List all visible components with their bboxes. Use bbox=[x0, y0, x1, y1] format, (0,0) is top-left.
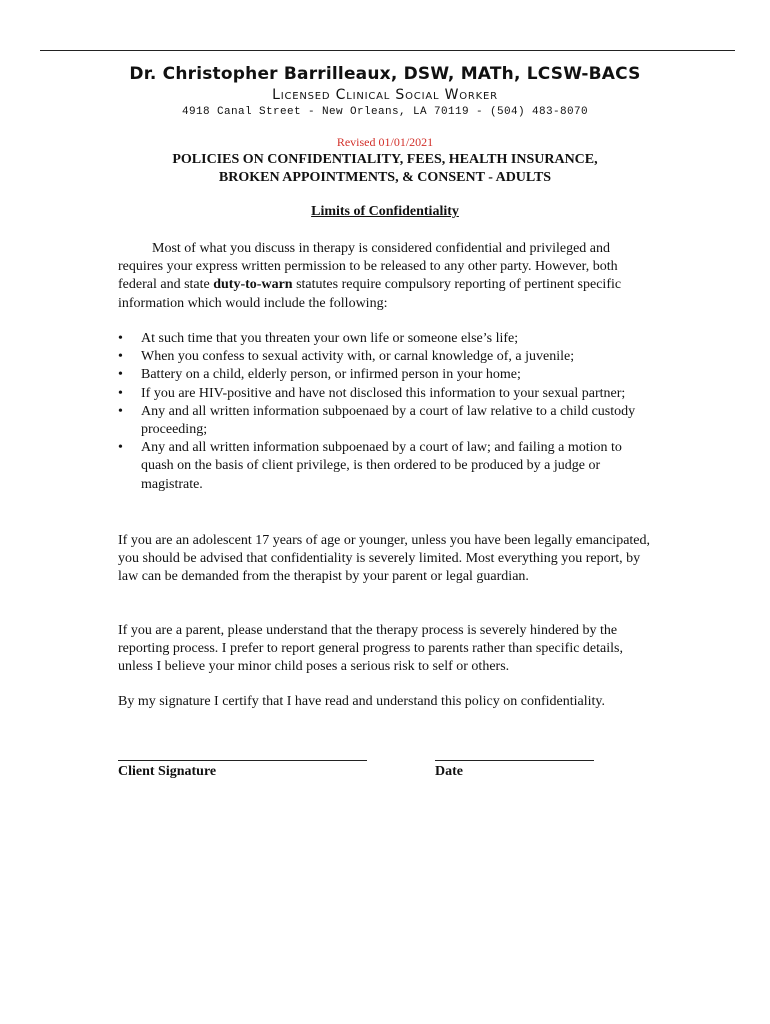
list-item bbox=[118, 330, 658, 348]
parent-paragraph: If you are a parent, please understand that the therapy process is severely hindered by the reporting process. I prefer to report general progress to parents rather than specific details, unless I believe your minor child poses a serious risk to self or others. bbox=[118, 623, 623, 675]
list-item bbox=[118, 348, 658, 366]
list-item bbox=[118, 403, 658, 439]
top-divider bbox=[40, 50, 735, 51]
list-item bbox=[118, 385, 658, 403]
heading-line-2: BROKEN APPOINTMENTS, & CONSENT - ADULTS bbox=[218, 170, 552, 185]
certification-paragraph: By my signature I certify that I have read and understand this policy on confidentiality. bbox=[118, 694, 606, 709]
client-signature-label: Client Signature bbox=[118, 764, 217, 779]
intro-text-part-2: statutes require compulsory reporting of pertinent specific information which would include the following: bbox=[118, 277, 622, 311]
intro-text-part-1: Most of what you discuss in therapy is considered confidential and privileged and requires your express written permission to be released to any other party. However, both federal and state bbox=[118, 241, 618, 293]
adolescent-paragraph: If you are an adolescent 17 years of age or younger, unless you have been legally emancipated, you should be advised that confidentiality is severely limited. Most everything you report, by law can be demanded from the therapist by your parent or legal guardian. bbox=[118, 533, 651, 585]
client-signature-line[interactable] bbox=[118, 760, 367, 761]
letterhead bbox=[0, 64, 770, 118]
practice-address: 4918 Canal Street - New Orleans, LA 70119 - (504) 483-8070 bbox=[181, 106, 589, 118]
bullet-icon: • bbox=[118, 385, 123, 401]
list-item-text: Any and all written information subpoenaed by a court of law; and failing a motion to quash on the basis of client privilege, is then ordered to be produced by a judge or magistrate. bbox=[141, 440, 622, 492]
reporting-exceptions-list bbox=[118, 330, 658, 494]
practitioner-title: Licensed Clinical Social Worker bbox=[272, 87, 498, 103]
list-item-text: If you are HIV-positive and have not disclosed this information to your sexual partner; bbox=[141, 385, 626, 401]
duty-to-warn-term: duty-to-warn bbox=[213, 277, 293, 293]
list-item bbox=[118, 366, 658, 384]
bullet-icon: • bbox=[118, 403, 123, 419]
bullet-icon: • bbox=[118, 331, 123, 346]
list-item-text: Any and all written information subpoenaed by a court of law relative to a child custody proceeding; bbox=[141, 403, 636, 438]
revised-date: Revised 01/01/2021 bbox=[336, 135, 434, 149]
confidentiality-intro-paragraph bbox=[118, 240, 658, 313]
list-item-text: When you confess to sexual activity with, or carnal knowledge of, a juvenile; bbox=[141, 349, 575, 365]
list-item-text: At such time that you threaten your own life or someone else’s life; bbox=[141, 331, 519, 346]
practitioner-name: Dr. Christopher Barrilleaux, DSW, MATh, LCSW-BACS bbox=[129, 64, 641, 84]
list-item-text: Battery on a child, elderly person, or infirmed person in your home; bbox=[141, 367, 521, 383]
section-title: Limits of Confidentiality bbox=[311, 204, 459, 219]
heading-line-1: POLICIES ON CONFIDENTIALITY, FEES, HEALTH INSURANCE, bbox=[172, 152, 598, 167]
list-item bbox=[118, 439, 658, 494]
document-heading bbox=[0, 151, 770, 187]
bullet-icon: • bbox=[118, 367, 123, 383]
bullet-icon: • bbox=[118, 440, 123, 456]
date-line[interactable] bbox=[435, 760, 594, 761]
bullet-icon: • bbox=[118, 349, 123, 365]
date-label: Date bbox=[435, 764, 463, 779]
